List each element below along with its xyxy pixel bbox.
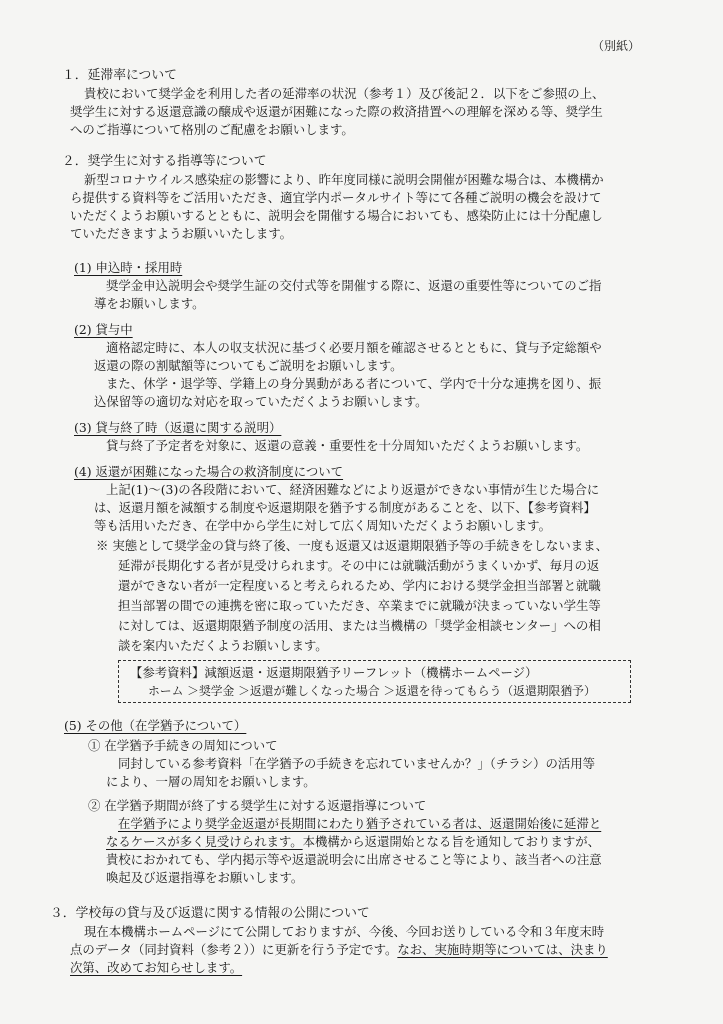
reference-title: 【参考資料】減額返還・返還期限猶予リーフレット（機構ホームページ） [130, 665, 538, 680]
note-line: 担当部署の間での連携を密に取っていただき、卒業までに就職が決まっていない学生等 [118, 598, 601, 613]
subsection-4-line: 上記(1)～(3)の各段階において、経済困難などにより返還ができない事情が生じた場合に [106, 482, 600, 497]
item-1-line: により、一層の周知をお願いします。 [106, 774, 316, 789]
note-line: に対しては、返還期限猶予制度の活用、または当機構の「奨学金相談センター」への相 [118, 618, 601, 633]
section-3-line: 現在本機構ホームページにて公開しておりますが、今後、今回お送りしている令和３年度末時 [84, 924, 605, 939]
subsection-1-line: 導をお願いします。 [94, 296, 205, 311]
section-1-line: 奨学生に対する返還意識の醸成や返還が困難になった際の救済措置への理解を深める等、奨学生 [70, 104, 603, 119]
item-2-line-emphasis: 在学猶予により奨学金返還が長期間にわたり猶予されている者は、返還開始後に延滞と [118, 816, 602, 831]
section-3-line [70, 944, 608, 956]
section-2-line: 新型コロナウイルス感染症の影響により、昨年度同様に説明会開催が困難な場合は、本機構か [84, 172, 604, 187]
subsection-2-line: また、休学・退学等、学籍上の身分異動がある者について、学内で十分な連携を図り、振 [106, 376, 602, 391]
note-line: ※ 実態として奨学金の貸与終了後、一度も返還又は返還期限猶予等の手続きをしないまま、 [96, 538, 608, 553]
section-3-text: 点のデータ（同封資料（参考２））に更新を行う予定です。 [70, 942, 398, 957]
item-1-line: 同封している参考資料「在学猶予の手続きを忘れていませんか？」（チラシ）の活用等 [118, 756, 596, 771]
section-1-heading: １．延滞率について [62, 68, 177, 83]
subsection-2-line: 適格認定時に、本人の収支状況に基づく必要月額を確認させるとともに、貸与予定総額や [106, 340, 602, 355]
item-2-line [106, 836, 600, 848]
subsection-3-heading: (3) 貸与終了時（返還に関する説明） [74, 420, 282, 435]
section-2-heading: ２．奨学生に対する指導等について [62, 154, 267, 169]
subsection-1-heading: (1) 申込時・採用時 [74, 260, 183, 275]
subsection-2-line: 込保留等の適切な対応を取っていただくようお願いします。 [94, 394, 428, 409]
item-2-line: 喚起及び返還指導をお願いします。 [106, 870, 304, 885]
subsection-3-line: 貸与終了予定者を対象に、返還の意義・重要性を十分周知いただくようお願いします。 [106, 438, 589, 453]
note-line: 延滞が長期化する者が見受けられます。その中には就職活動がうまくいかず、毎月の返 [118, 558, 600, 573]
reference-path: ホーム ＞奨学金 ＞返還が難しくなった場合 ＞返還を待ってもらう（返還期限猶予） [148, 684, 596, 698]
subsection-2-line: 返還の際の割賦額等についてもご説明をお願いします。 [94, 358, 403, 373]
section-3-line-emphasis: 次第、改めてお知らせします。 [70, 960, 243, 975]
section-2-line: ら提供する資料等をご活用いただき、適宜学内ポータルサイト等にて各種ご説明の機会を設けて [70, 190, 602, 205]
section-2-line: いただくようお願いするとともに、説明会を開催する場合においても、感染防止には十分配慮し [70, 208, 603, 223]
subsection-4-line: は、返還月額を減額する制度や返還期限を猶予する制度があることを、以下、【参考資料】 [94, 500, 596, 515]
item-2-text: 本機構から返還開始となる旨を通知しておりますが、 [302, 834, 601, 849]
section-1-line: へのご指導について格別のご配慮をお願いします。 [70, 122, 354, 137]
attachment-label: （別紙） [592, 39, 641, 53]
item-1-heading: ① 在学猶予手続きの周知について [88, 738, 278, 753]
subsection-1-line: 奨学金申込説明会や奨学生証の交付式等を開催する際に、返還の重要性等についてのご指 [106, 278, 602, 293]
item-2-emphasis: なるケースが多く見受けられます。 [106, 834, 303, 849]
subsection-4-line: 等も活用いただき、在学中から学生に対して広く周知いただくようお願いします。 [94, 518, 551, 533]
note-line: 還ができない者が一定程度いると考えられるため、学内における奨学金担当部署と就職 [118, 578, 601, 593]
subsection-5-heading: (5) その他（在学猶予について） [64, 718, 247, 733]
section-2-line: ていただきますようお願いいたします。 [70, 226, 293, 241]
subsection-2-heading: (2) 貸与中 [74, 322, 133, 337]
subsection-4-heading: (4) 返還が困難になった場合の救済制度について [74, 464, 344, 479]
note-line: 談を案内いただくようお願いします。 [118, 638, 328, 653]
section-1-line: 貴校において奨学金を利用した者の延滞率の状況（参考１）及び後記２．以下をご参照の上、 [84, 86, 605, 101]
item-2-line: 貴校におかれても、学内掲示等や返還説明会に出席させること等により、該当者への注意 [106, 852, 602, 867]
section-3-emphasis: なお、実施時期等については、決まり [397, 942, 608, 957]
section-3-heading: ３．学校毎の貸与及び返還に関する情報の公開について [50, 906, 370, 921]
item-2-heading: ② 在学猶予期間が終了する奨学生に対する返還指導について [88, 798, 427, 813]
